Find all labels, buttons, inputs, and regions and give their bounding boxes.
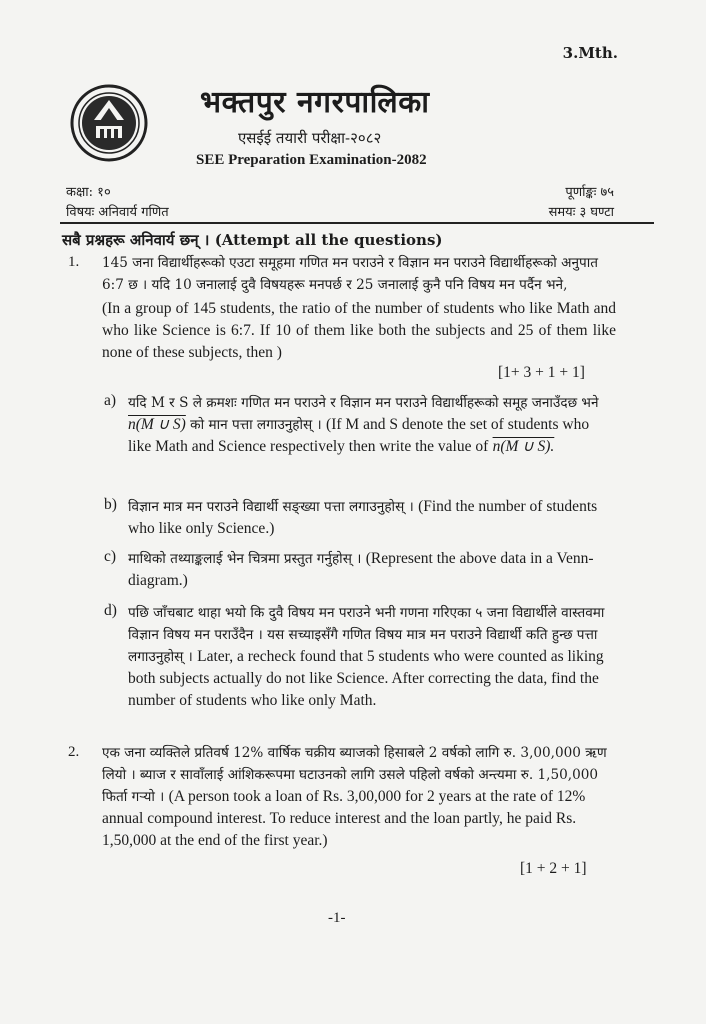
subquestion-a-nepali-end: को मान पत्ता लगाउनुहोस् । — [190, 417, 322, 433]
page-number: -1- — [328, 910, 346, 926]
subquestion-a-english: (If M and S denote the set of students who like Math and Science respectively then write the value of — [128, 416, 590, 455]
subquestion-a-nepali: यदि M र S ले क्रमशः गणित मन पराउने र विज्ञान मन पराउने विद्यार्थीहरूको समूह जनाउँदछ भने — [128, 395, 599, 411]
question-text-nepali: 145 जना विद्यार्थीहरूको एउटा समूहमा गणित मन पराउने र विज्ञान मन पराउने विद्यार्थीहरूको अनुपात 6:7 छ । यदि 10 जनालाई दुवै विषयहरू मनपर्छ र 25 जनालाई कुनै पनि विषय मन पर्दैन भने, — [102, 255, 599, 293]
subquestion-label: c) — [104, 548, 117, 565]
municipality-logo — [70, 84, 148, 162]
paper-code: 3.Mth. — [562, 44, 618, 62]
subquestion-label: b) — [104, 496, 117, 513]
instruction: सबै प्रश्नहरू अनिवार्य छन् । (Attempt all the questions) — [62, 231, 443, 249]
page-title: भक्तपुर नगरपालिका — [200, 85, 430, 120]
subquestion-c-english: (Represent the above data in a Venn-diagram.) — [128, 550, 594, 589]
subquestion-c-nepali: माथिको तथ्याङ्कलाई भेन चित्रमा प्रस्तुत गर्नुहोस् । — [128, 551, 362, 567]
question-number: 2. — [68, 744, 80, 760]
subquestion-d — [128, 602, 614, 712]
subquestion-c — [128, 548, 614, 592]
subquestion-b-nepali: विज्ञान मात्र मन पराउने विद्यार्थी सङ्ख्या पत्ता लगाउनुहोस् । — [128, 499, 414, 515]
subquestion-b — [128, 496, 614, 540]
question-2 — [102, 742, 614, 852]
class-label: कक्षा: १० — [66, 185, 111, 200]
subquestion-label: a) — [104, 392, 117, 409]
question-text-english: (In a group of 145 students, the ratio of the number of students who like Math and who like Science is 6:7. If 10 of them like both the subjects and 25 of them like none of these subjects, then ) — [102, 300, 616, 361]
marks-allocation: [1+ 3 + 1 + 1] — [498, 364, 585, 381]
time-label: समयः ३ घण्टा — [548, 205, 614, 220]
subquestion-b-english: (Find the number of students who like only Science.) — [128, 498, 598, 537]
subquestion-a — [128, 392, 614, 458]
header-divider — [60, 222, 654, 224]
subquestion-label: d) — [104, 602, 117, 619]
subquestion-d-nepali: पछि जाँचबाट थाहा भयो कि दुवै विषय मन पराउने भनी गणना गरिएका ५ जना विद्यार्थीले वास्तवमा विज्ञान विषय मन पराउँदैन । यस सच्याइसँगै गणित विषय मात्र मन पराउने विद्यार्थी कति हुन्छ पत्ता लगाउनुहोस् । — [128, 605, 605, 665]
exam-title-nepali: एसईई तयारी परीक्षा-२०८२ — [238, 129, 382, 147]
question-number: 1. — [68, 254, 80, 270]
expression: n(M ∪ S). — [492, 438, 555, 455]
subject-label: विषयः अनिवार्य गणित — [66, 205, 169, 220]
marks-allocation: [1 + 2 + 1] — [520, 860, 587, 877]
question-2-english: (A person took a loan of Rs. 3,00,000 for 2 years at the rate of 12% annual compound interest. To reduce interest and the loan partly, he paid Rs. 1,50,000 at the end of the first year.) — [102, 788, 586, 849]
subquestion-d-english: Later, a recheck found that 5 students who were counted as liking both subjects actually do not like Science. After correcting the data, find the number of students who like only Math. — [128, 648, 604, 709]
full-marks: पूर्णाङ्कः ७५ — [565, 185, 614, 200]
exam-title-english: SEE Preparation Examination-2082 — [196, 152, 427, 168]
expression: n(M ∪ S) — [128, 416, 186, 433]
question-2-nepali: एक जना व्यक्तिले प्रतिवर्ष 12% वार्षिक चक्रीय ब्याजको हिसाबले 2 वर्षको लागि रु. 3,00,000 ऋण लियो । ब्याज र सावाँलाई आंशिकरूपमा घटाउनको लागि उसले पहिलो वर्षको अन्त्यमा रु. 1,50,000 फिर्ता गर्‍यो । — [102, 745, 607, 805]
